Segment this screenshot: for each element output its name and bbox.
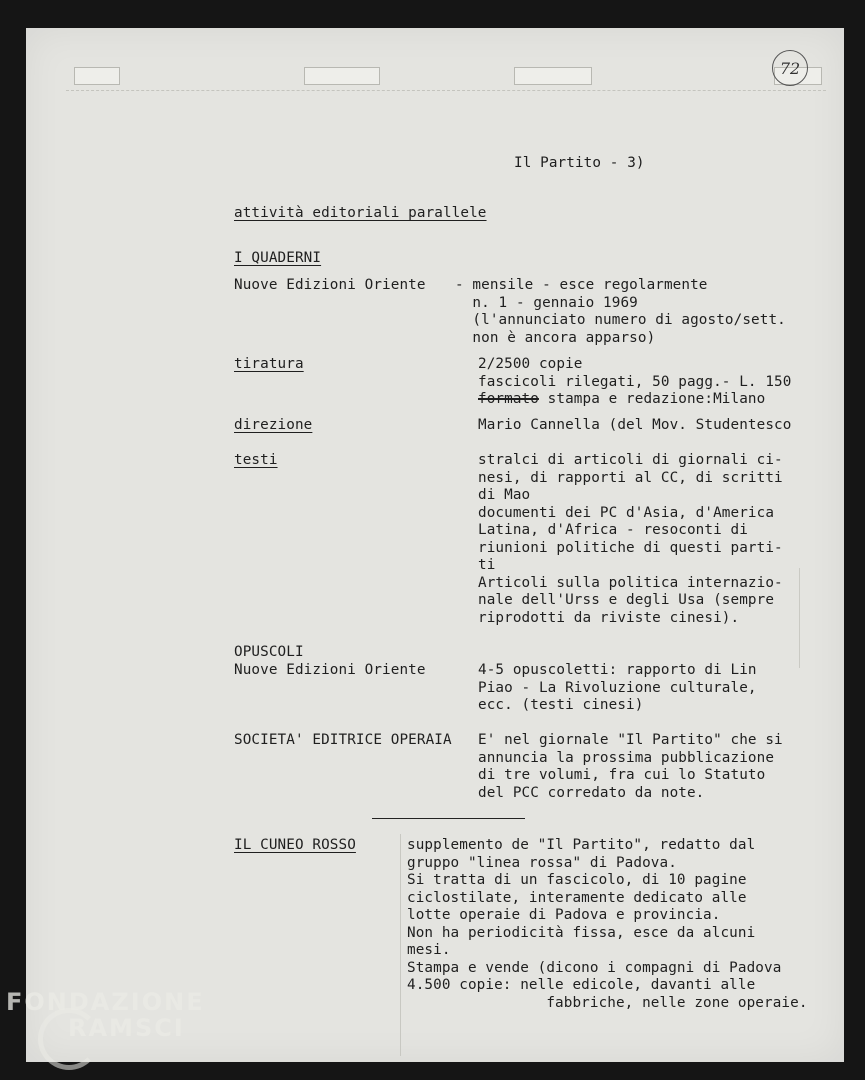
quaderni-heading: I QUADERNI	[234, 250, 322, 266]
societa-value: E' nel giornale "Il Partito" che si annuncia la prossima pubblicazione di tre volumi, fra cui lo Statuto del PCC corredato da note.	[478, 732, 783, 801]
tiratura-value: 2/2500 copie fascicoli rilegati, 50 pagg.- L. 150 formato stampa e redazione:Milano	[478, 356, 792, 407]
document-page	[26, 28, 844, 1062]
direzione-value: Mario Cannella (del Mov. Studentesco	[478, 417, 792, 433]
binder-tab	[514, 67, 592, 85]
opuscoli-heading: OPUSCOLI	[234, 644, 304, 660]
watermark-logo	[6, 988, 205, 1042]
binder-tab	[74, 67, 120, 85]
margin-line	[400, 834, 401, 1056]
watermark-line2: RAMSCI	[68, 1014, 185, 1042]
testi-value: stralci di articoli di giornali ci- nesi, di rapporti al CC, di scritti di Mao documenti dei PC d'Asia, d'America Latina, d'Africa - resoconti di riunioni politiche di questi parti- ti Articoli sulla politica internazio- nale dell'Urss e degli Usa (sempre riprodotti da riviste cinesi).	[478, 452, 783, 626]
watermark-g-icon	[38, 1008, 100, 1070]
watermark-line1: FONDAZIONE	[6, 988, 205, 1016]
cuneo-value: supplemento de "Il Partito", redatto dal gruppo "linea rossa" di Padova. Si tratta di un fascicolo, di 10 pagine ciclostilate, interamente dedicato alle lotte operaie di Padova e provincia. Non ha periodicità fissa, esce da alcuni mesi. Stampa e vende (dicono i compagni di Padova 4.500 copie: nelle edicole, davanti alle fabbriche, nelle zone operaie.	[407, 837, 808, 1011]
separator-rule	[372, 818, 525, 819]
folio-number: 72	[772, 50, 808, 86]
testi-label: testi	[234, 452, 278, 468]
section-title: attività editoriali parallele	[234, 205, 487, 221]
cuneo-label: IL CUNEO ROSSO	[234, 837, 356, 853]
margin-line	[799, 568, 800, 668]
binder-tab	[304, 67, 380, 85]
opuscoli-publisher: Nuove Edizioni Oriente	[234, 662, 426, 678]
direzione-label: direzione	[234, 417, 313, 433]
tiratura-label: tiratura	[234, 356, 304, 372]
quaderni-publisher-info: - mensile - esce regolarmente n. 1 - gennaio 1969 (l'annunciato numero di agosto/sett. non è ancora apparso)	[455, 277, 786, 346]
struck-word: formato	[478, 391, 539, 407]
societa-label: SOCIETA' EDITRICE OPERAIA	[234, 732, 452, 748]
opuscoli-value: 4-5 opuscoletti: rapporto di Lin Piao - La Rivoluzione culturale, ecc. (testi cinesi)	[478, 662, 757, 713]
perforation-line	[66, 90, 826, 91]
page-header: Il Partito - 3)	[514, 155, 645, 171]
quaderni-publisher: Nuove Edizioni Oriente	[234, 277, 426, 293]
